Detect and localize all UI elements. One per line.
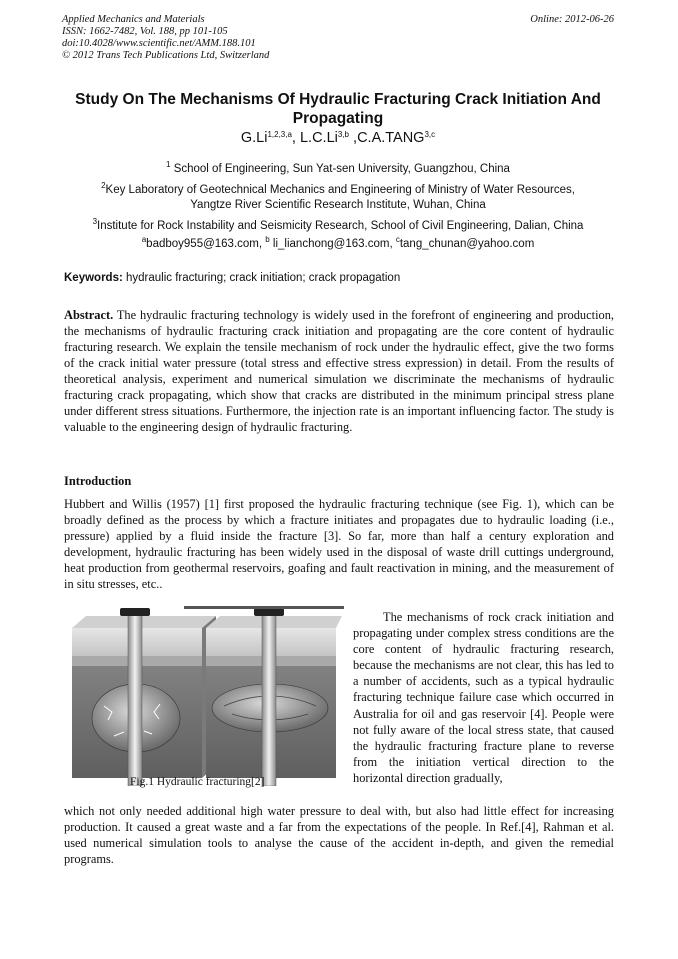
email-address: li_lianchong@163.com bbox=[272, 238, 390, 250]
affiliation-2: $^2$Key Laboratory of Geotechnical Mechanics and Engineering of Ministry of Water Resources, Yangtze River Scientific Research Institute, Wuhan, China bbox=[101, 181, 575, 211]
online-date: Online: 2012-06-26 bbox=[530, 14, 614, 25]
keywords-label: Keywords: bbox=[64, 272, 123, 284]
journal-name: Applied Mechanics and Materials bbox=[62, 14, 205, 25]
intro-paragraph-2-continued: which not only needed additional high water pressure to deal with, but also had little effect for increasing production. It caused a great waste and a far from the expectations of the people. In Ref.[4], Rahman et al. used numerical simulation tools to analyse the cause of the accident in-depth, and given the remedial programs. bbox=[64, 804, 614, 867]
affiliation-3: $^3$Institute for Rock Instability and Seismicity Research, School of Civil Engineering, Dalian, China bbox=[92, 217, 584, 232]
abstract bbox=[64, 307, 614, 435]
intro-paragraph-1: Hubbert and Willis (1957) [1] first proposed the hydraulic fracturing technique (see Fig. 1), which can be broadly defined as the process by which a fracture initiates and propagates due to hydraulic loading (i.e., pressure) applied by a fluid inside the fracture [3]. So far, more than half a century exploration and development, hydraulic fracturing has been widely used in the disposal of waste drill cuttings underground, heat production from geothermal reservoirs, goafing and fault reactivation in mining, and the measurement of in situ stresses, etc.. bbox=[64, 497, 614, 591]
paper-title bbox=[62, 90, 614, 128]
author-affiliation-mark: 3,b bbox=[337, 130, 349, 139]
email-address: tang_chunan@yahoo.com bbox=[399, 238, 535, 250]
author-name: G.Li bbox=[240, 130, 268, 146]
figure-panel-right bbox=[184, 606, 344, 786]
intro-paragraph-2-side bbox=[353, 609, 614, 786]
abstract-label: Abstract. bbox=[64, 308, 114, 322]
author-name: L.C.Li bbox=[299, 130, 338, 146]
journal-issn: ISSN: 1662-7482, Vol. 188, pp 101-105 bbox=[62, 26, 228, 37]
abstract-text: The hydraulic fracturing technology is widely used in the forefront of engineering and production, the mechanisms of hydraulic fracturing crack initiation and propagating are the core content of hydraulic fracturing research. We explain the tensile mechanism of rock under the hydraulic effect, give the two forms of the crack initial water pressure (total stress and effective stress expression) in detail. From the results of theoretical analysis, experiment and numerical simulation we discriminate the mechanisms of hydraulic fracturing crack propagating, which show that cracks are distributed in the minimum principal stress plane under different stress situations. Furthermore, the injection rate is an important influencing factor. The study is valuable to the engineering design of hydraulic fracturing. bbox=[64, 308, 614, 434]
author-list: G.Li$^{1,2,3,a}$, L.C.Li$^{3,b}$ ,C.A.TANG$^{3,c}$ bbox=[240, 130, 436, 146]
hydraulic-fracturing-figure bbox=[64, 606, 344, 786]
author-emails: $^a$badboy955@163.com, $^b$ li_lianchong@163.com, $^c$tang_chunan@yahoo.com bbox=[141, 235, 535, 250]
paper-title-line-2: Propagating bbox=[292, 110, 384, 127]
journal-header bbox=[62, 14, 269, 62]
author-name: C.A.TANG bbox=[357, 130, 425, 146]
intro-paragraph-2-side-text: The mechanisms of rock crack initiation and propagating under complex stress conditions are the core content of hydraulic fracturing research, because the mechanisms are not clear, this has led to a number of accidents, such as a typical hydraulic fracturing technique failure case which occurred in Australia for oil and gas reservoir [4]. People were not fully aware of the local stress state, that caused the hydraulic fracturing fracture plane to reverse from the initiation vertical direction to the horizontal direction gradually, bbox=[353, 610, 614, 785]
figure-panel-left bbox=[72, 608, 216, 786]
journal-doi: doi:10.4028/www.scientific.net/AMM.188.101 bbox=[62, 38, 256, 49]
author-affiliation-mark: 1,2,3,a bbox=[267, 130, 292, 139]
figure-caption: Fig.1 Hydraulic fracturing[2] bbox=[130, 776, 265, 788]
keywords bbox=[64, 272, 400, 284]
keywords-text: hydraulic fracturing; crack initiation; crack propagation bbox=[126, 272, 401, 284]
author-affiliation-mark: 3,c bbox=[424, 130, 436, 139]
email-address: badboy955@163.com bbox=[146, 238, 259, 250]
paper-title-line-1: Study On The Mechanisms Of Hydraulic Fracturing Crack Initiation And bbox=[75, 91, 601, 108]
section-heading-introduction: Introduction bbox=[64, 474, 132, 488]
affiliation-1: $^1$ School of Engineering, Sun Yat-sen University, Guangzhou, China bbox=[166, 160, 510, 175]
journal-copyright: © 2012 Trans Tech Publications Ltd, Switzerland bbox=[62, 50, 270, 61]
